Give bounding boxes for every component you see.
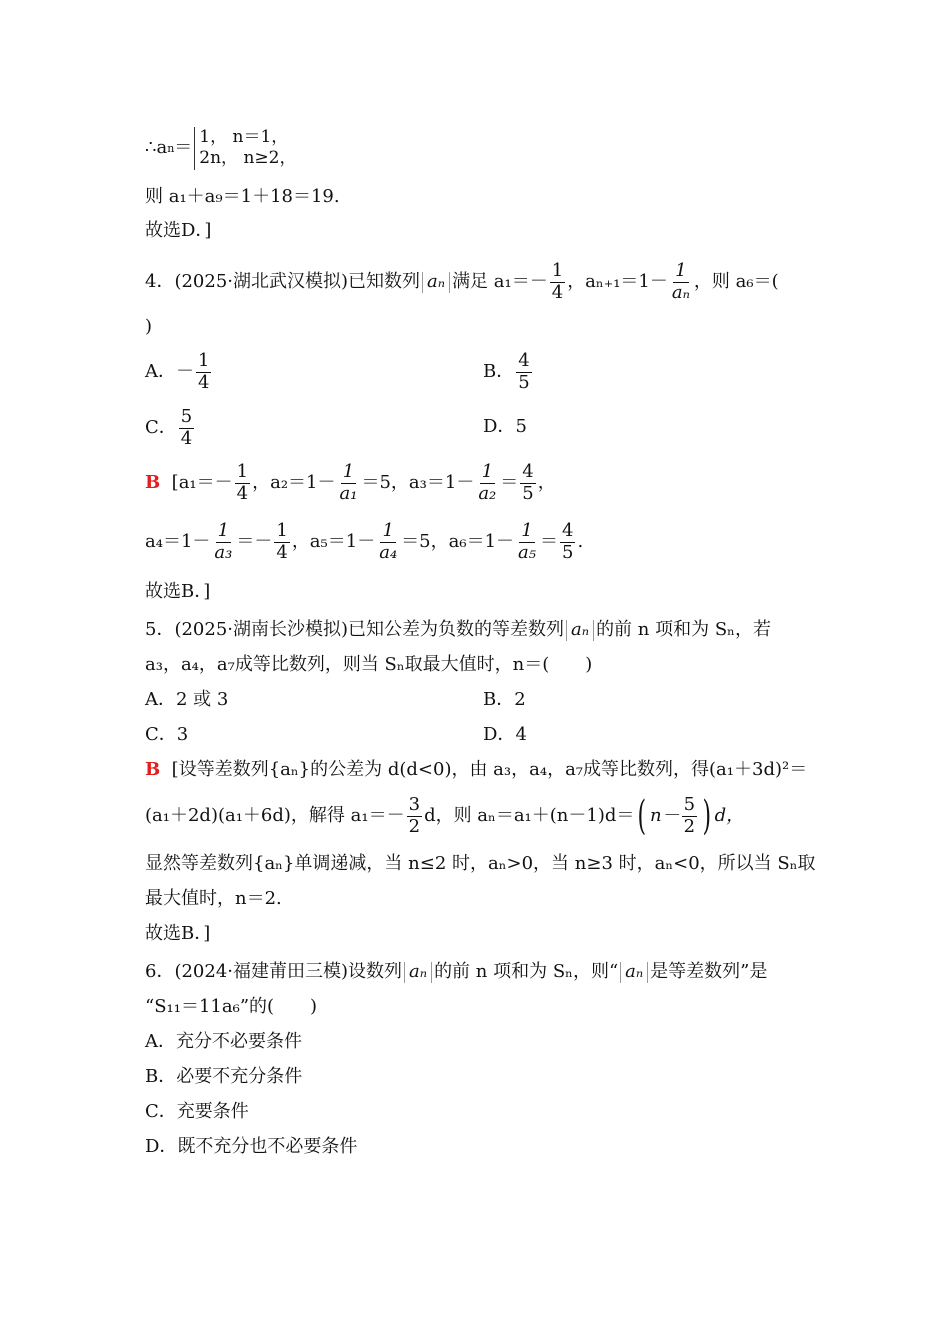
q4-option-c-num: 5 xyxy=(180,406,193,427)
q4-seq: aₙ xyxy=(422,272,450,293)
q5-conclusion: 故选B．] xyxy=(145,923,211,944)
q5-stem-end: 的前 n 项和为 Sₙ，若 xyxy=(596,619,771,641)
q4-frac1-den: 4 xyxy=(551,281,564,303)
q5-sol-frac-2 xyxy=(682,796,697,837)
q4-solution-line-1 xyxy=(145,463,556,504)
q6-option-c-letter: C． xyxy=(145,1101,177,1122)
q4-sol-frac-8-num: 1 xyxy=(521,520,533,541)
q4-answer: B xyxy=(145,472,161,494)
q6-option-a xyxy=(145,1033,302,1051)
q6-stem-line-2: “S₁₁＝11a₆”的( ) xyxy=(145,996,318,1017)
q4-ask: ，则 a₆＝( xyxy=(693,271,779,293)
q4-option-b-letter: B． xyxy=(483,361,515,383)
q5-option-b xyxy=(483,691,526,709)
q4-sol-frac-5 xyxy=(212,522,234,563)
q5-seq: aₙ xyxy=(566,620,594,641)
q5-solution-line-3: 显然等差数列{aₙ}单调递减，当 n≤2 时，aₙ>0，当 n≥3 时，aₙ<0，所以当 Sₙ取 xyxy=(145,853,816,874)
q4-sol-frac-8 xyxy=(516,522,538,563)
q5-option-a-letter: A． xyxy=(145,689,176,710)
q6-option-c-text: 充要条件 xyxy=(176,1101,249,1122)
q4-cond2: ，aₙ₊₁＝1－ xyxy=(567,271,668,293)
q4-sol-a3: ＝5，a₃＝1－ xyxy=(361,472,475,494)
q5-sol-l2-c: n－ xyxy=(650,805,680,827)
q4-sol-frac-7 xyxy=(377,522,399,563)
s3-conclusion: 故选D．] xyxy=(145,220,212,241)
q6-option-d-text: 既不充分也不必要条件 xyxy=(177,1136,358,1157)
q4-sol-eq-neg: ＝－ xyxy=(236,531,273,553)
q4-sol-frac-4-num: 4 xyxy=(522,461,534,482)
q5-stem-line-1 xyxy=(145,620,771,641)
q4-sol-frac-4 xyxy=(520,463,535,504)
q4-sol-eq-2: ＝ xyxy=(539,531,558,553)
piecewise-brace xyxy=(194,127,296,170)
q4-option-b xyxy=(483,352,534,393)
q4-option-c-letter: C． xyxy=(145,417,177,439)
q5-stem-line-2: a₃，a₄，a₇成等比数列，则当 Sₙ取最大值时，n＝( ) xyxy=(145,654,593,675)
q4-sol-frac-5-den: a₃ xyxy=(214,541,233,563)
q4-sol-frac-3 xyxy=(476,463,498,504)
q4-option-a-num: 1 xyxy=(198,350,210,371)
q6-number: 6． xyxy=(145,961,175,983)
q5-sol-frac-1-den: 2 xyxy=(408,815,421,837)
q4-options-row-1 xyxy=(145,352,213,393)
q4-sol-frac-7-den: a₄ xyxy=(379,541,398,563)
q5-sol-paren-close: ) xyxy=(702,793,712,840)
q4-sol-comma: ， xyxy=(537,472,556,494)
q6-option-b xyxy=(145,1068,302,1086)
q6-stem-line-1 xyxy=(145,962,767,983)
q4-sol-a5: ，a₅＝1－ xyxy=(291,531,376,553)
q6-seq-1: aₙ xyxy=(404,962,432,983)
q6-option-d xyxy=(145,1138,357,1156)
q6-source: (2024·福建莆田三模)设数列 xyxy=(174,961,403,983)
q4-sol-frac-2-num: 1 xyxy=(342,461,355,482)
q4-frac2-den: aₙ xyxy=(671,281,690,303)
q5-option-c xyxy=(145,726,188,744)
q5-sol-frac-2-den: 2 xyxy=(683,815,696,837)
q5-option-d-text: 4 xyxy=(515,724,527,745)
q5-option-d-letter: D． xyxy=(483,724,516,745)
q4-frac1 xyxy=(550,262,565,303)
q5-sol-frac-1 xyxy=(407,796,422,837)
q4-sol-frac-2 xyxy=(338,463,360,504)
q5-option-b-letter: B． xyxy=(483,689,515,710)
q5-answer: B xyxy=(145,759,161,780)
q4-frac2-num: 1 xyxy=(675,260,687,281)
q4-cond1: 满足 a₁＝－ xyxy=(452,271,548,293)
q4-sol-frac-1 xyxy=(235,463,250,504)
q4-sol-frac-4-den: 5 xyxy=(522,482,534,504)
s3-result-line: 则 a₁＋a₉＝1＋18＝19. xyxy=(145,186,340,207)
q4-sol-frac-3-den: a₂ xyxy=(478,482,497,504)
q5-option-a-text: 2 或 3 xyxy=(176,689,229,710)
q4-sol-a2: ，a₂＝1－ xyxy=(252,472,336,494)
q4-paren-close: ) xyxy=(145,316,153,337)
q4-sol-frac-6-num: 1 xyxy=(276,520,288,541)
q4-sol-a1: [a₁＝－ xyxy=(171,472,233,494)
q5-solution-line-2 xyxy=(145,793,745,840)
q4-sol-frac-9 xyxy=(560,522,575,563)
q4-option-d-letter: D． xyxy=(483,416,516,437)
q5-sol-l2-d: d， xyxy=(714,805,745,827)
q4-sol-frac-5-num: 1 xyxy=(217,520,230,541)
q4-sol-frac-3-num: 1 xyxy=(481,461,494,482)
q5-option-c-letter: C． xyxy=(145,724,177,745)
q4-option-c xyxy=(145,408,196,449)
q5-number: 5． xyxy=(145,619,175,641)
q4-frac2 xyxy=(670,262,692,303)
q5-sol-l2-a: (a₁＋2d)(a₁＋6d)，解得 a₁＝－ xyxy=(145,805,405,827)
q4-sol-frac-9-den: 5 xyxy=(561,541,574,563)
q6-seq-2: aₙ xyxy=(620,962,648,983)
q5-option-a xyxy=(145,691,228,709)
q4-sol-frac-9-num: 4 xyxy=(561,520,574,541)
piecewise-lead: ∴a xyxy=(145,137,168,159)
q4-option-d-text: 5 xyxy=(515,416,527,437)
q4-sol-frac-7-num: 1 xyxy=(382,520,394,541)
q4-frac1-num: 1 xyxy=(551,260,564,281)
q4-sol-frac-2-den: a₁ xyxy=(339,482,358,504)
q5-sol-l2-b: d，则 aₙ＝a₁＋(n－1)d＝ xyxy=(424,805,635,827)
q4-sol-frac-8-den: a₅ xyxy=(518,541,536,563)
q4-sol-eq: ＝ xyxy=(500,472,519,494)
q5-sol-paren-open: ( xyxy=(637,793,647,840)
q5-sol-frac-1-num: 3 xyxy=(408,794,421,815)
q4-sol-frac-1-den: 4 xyxy=(236,482,249,504)
q4-stem xyxy=(145,262,779,303)
q5-option-b-text: 2 xyxy=(514,689,526,710)
q4-option-a-frac xyxy=(196,352,211,393)
q4-option-b-den: 5 xyxy=(518,371,530,393)
q6-option-b-text: 必要不充分条件 xyxy=(176,1066,303,1087)
q5-sol-frac-2-num: 5 xyxy=(683,794,696,815)
q4-sol-frac-6 xyxy=(274,522,289,563)
q6-option-a-letter: A． xyxy=(145,1031,176,1052)
q4-solution-line-2 xyxy=(145,522,583,563)
q4-sol-frac-1-num: 1 xyxy=(236,461,249,482)
q4-conclusion: 故选B．] xyxy=(145,581,211,602)
q6-stem-mid: 的前 n 项和为 Sₙ，则“ xyxy=(434,961,619,983)
q4-option-d xyxy=(483,418,527,436)
q4-option-c-frac xyxy=(179,408,194,449)
q6-stem-end: 是等差数列”是 xyxy=(650,961,768,983)
q6-option-d-letter: D． xyxy=(145,1136,178,1157)
q4-option-c-den: 4 xyxy=(180,427,193,449)
q5-option-d xyxy=(483,726,527,744)
q4-sol-a6: ＝5，a₆＝1－ xyxy=(401,531,515,553)
q4-option-a-den: 4 xyxy=(198,371,210,393)
q5-solution-line-4: 最大值时，n＝2. xyxy=(145,888,282,909)
q4-sol-period: . xyxy=(577,531,584,553)
q4-source: (2025·湖北武汉模拟)已知数列 xyxy=(174,271,421,293)
q4-sol-a4: a₄＝1－ xyxy=(145,531,211,553)
piecewise-eq: ＝ xyxy=(174,137,193,159)
q4-number: 4． xyxy=(145,271,175,293)
q5-option-c-text: 3 xyxy=(176,724,189,745)
q5-sol-l1-text: [设等差数列{aₙ}的公差为 d(d<0)，由 a₃，a₄，a₇成等比数列，得(a₁＋3d)²＝ xyxy=(171,759,808,780)
piecewise-case-2: 2n， n≥2， xyxy=(199,148,297,169)
q5-source: (2025·湖南长沙模拟)已知公差为负数的等差数列 xyxy=(174,619,565,641)
q4-option-b-frac xyxy=(516,352,531,393)
q4-sol-frac-6-den: 4 xyxy=(276,541,288,563)
q6-option-b-letter: B． xyxy=(145,1066,177,1087)
piecewise-line xyxy=(145,127,296,170)
q4-option-b-num: 4 xyxy=(518,350,530,371)
q6-option-c xyxy=(145,1103,249,1121)
q6-option-a-text: 充分不必要条件 xyxy=(176,1031,302,1052)
q5-solution-line-1 xyxy=(145,761,807,779)
piecewise-case-1: 1， n＝1， xyxy=(199,127,289,147)
q4-option-a-letter: A． xyxy=(145,361,176,383)
q4-option-a-sign: － xyxy=(176,361,194,383)
piecewise-sub: n xyxy=(167,141,175,155)
